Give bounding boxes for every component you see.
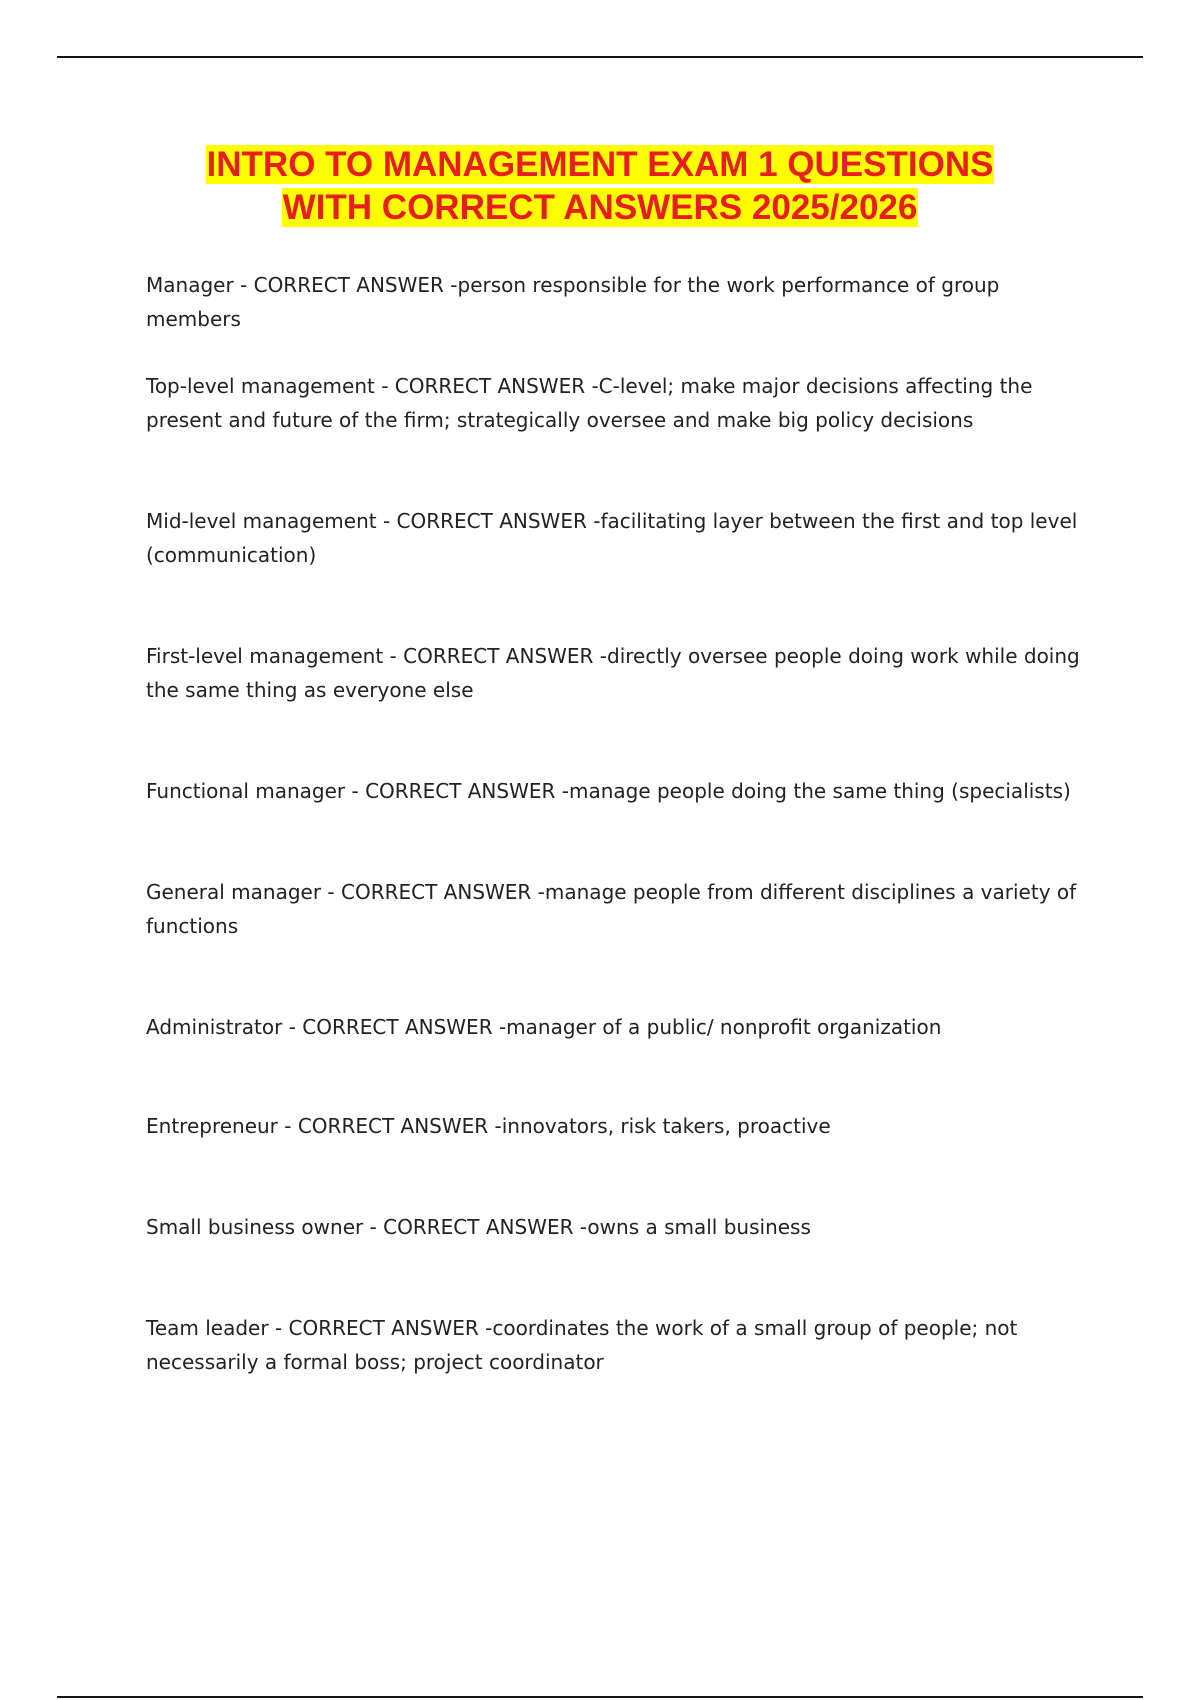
qa-entry-manager: Manager - CORRECT ANSWER -person responsible for the work performance of group members [146, 273, 1000, 331]
title-line-1: INTRO TO MANAGEMENT EXAM 1 QUESTIONS [206, 145, 994, 184]
qa-entry-functional-manager: Functional manager - CORRECT ANSWER -manage people doing the same thing (specialists) [146, 779, 1071, 803]
qa-entry-general-manager: General manager - CORRECT ANSWER -manage people from different disciplines a variety of functions [146, 880, 1077, 938]
top-rule [57, 56, 1143, 58]
qa-entry-entrepreneur: Entrepreneur - CORRECT ANSWER -innovators, risk takers, proactive [146, 1114, 831, 1138]
qa-entry-mid-level-management: Mid-level management - CORRECT ANSWER -facilitating layer between the first and top level (communication) [146, 509, 1078, 567]
qa-entry-small-business-owner: Small business owner - CORRECT ANSWER -owns a small business [146, 1215, 811, 1239]
title-line-2: WITH CORRECT ANSWERS 2025/2026 [282, 188, 918, 227]
qa-entry-first-level-management: First-level management - CORRECT ANSWER -directly oversee people doing work while doing the same thing as everyone else [146, 644, 1080, 702]
qa-entry-top-level-management: Top-level management - CORRECT ANSWER -C-level; make major decisions affecting the present and future of the firm; strategically oversee and make big policy decisions [146, 374, 1033, 432]
document-title [0, 143, 1200, 229]
bottom-rule [57, 1696, 1143, 1698]
qa-entry-team-leader: Team leader - CORRECT ANSWER -coordinates the work of a small group of people; not necessarily a formal boss; project coordinator [146, 1316, 1018, 1374]
qa-entry-administrator: Administrator - CORRECT ANSWER -manager of a public/ nonprofit organization [146, 1015, 942, 1039]
